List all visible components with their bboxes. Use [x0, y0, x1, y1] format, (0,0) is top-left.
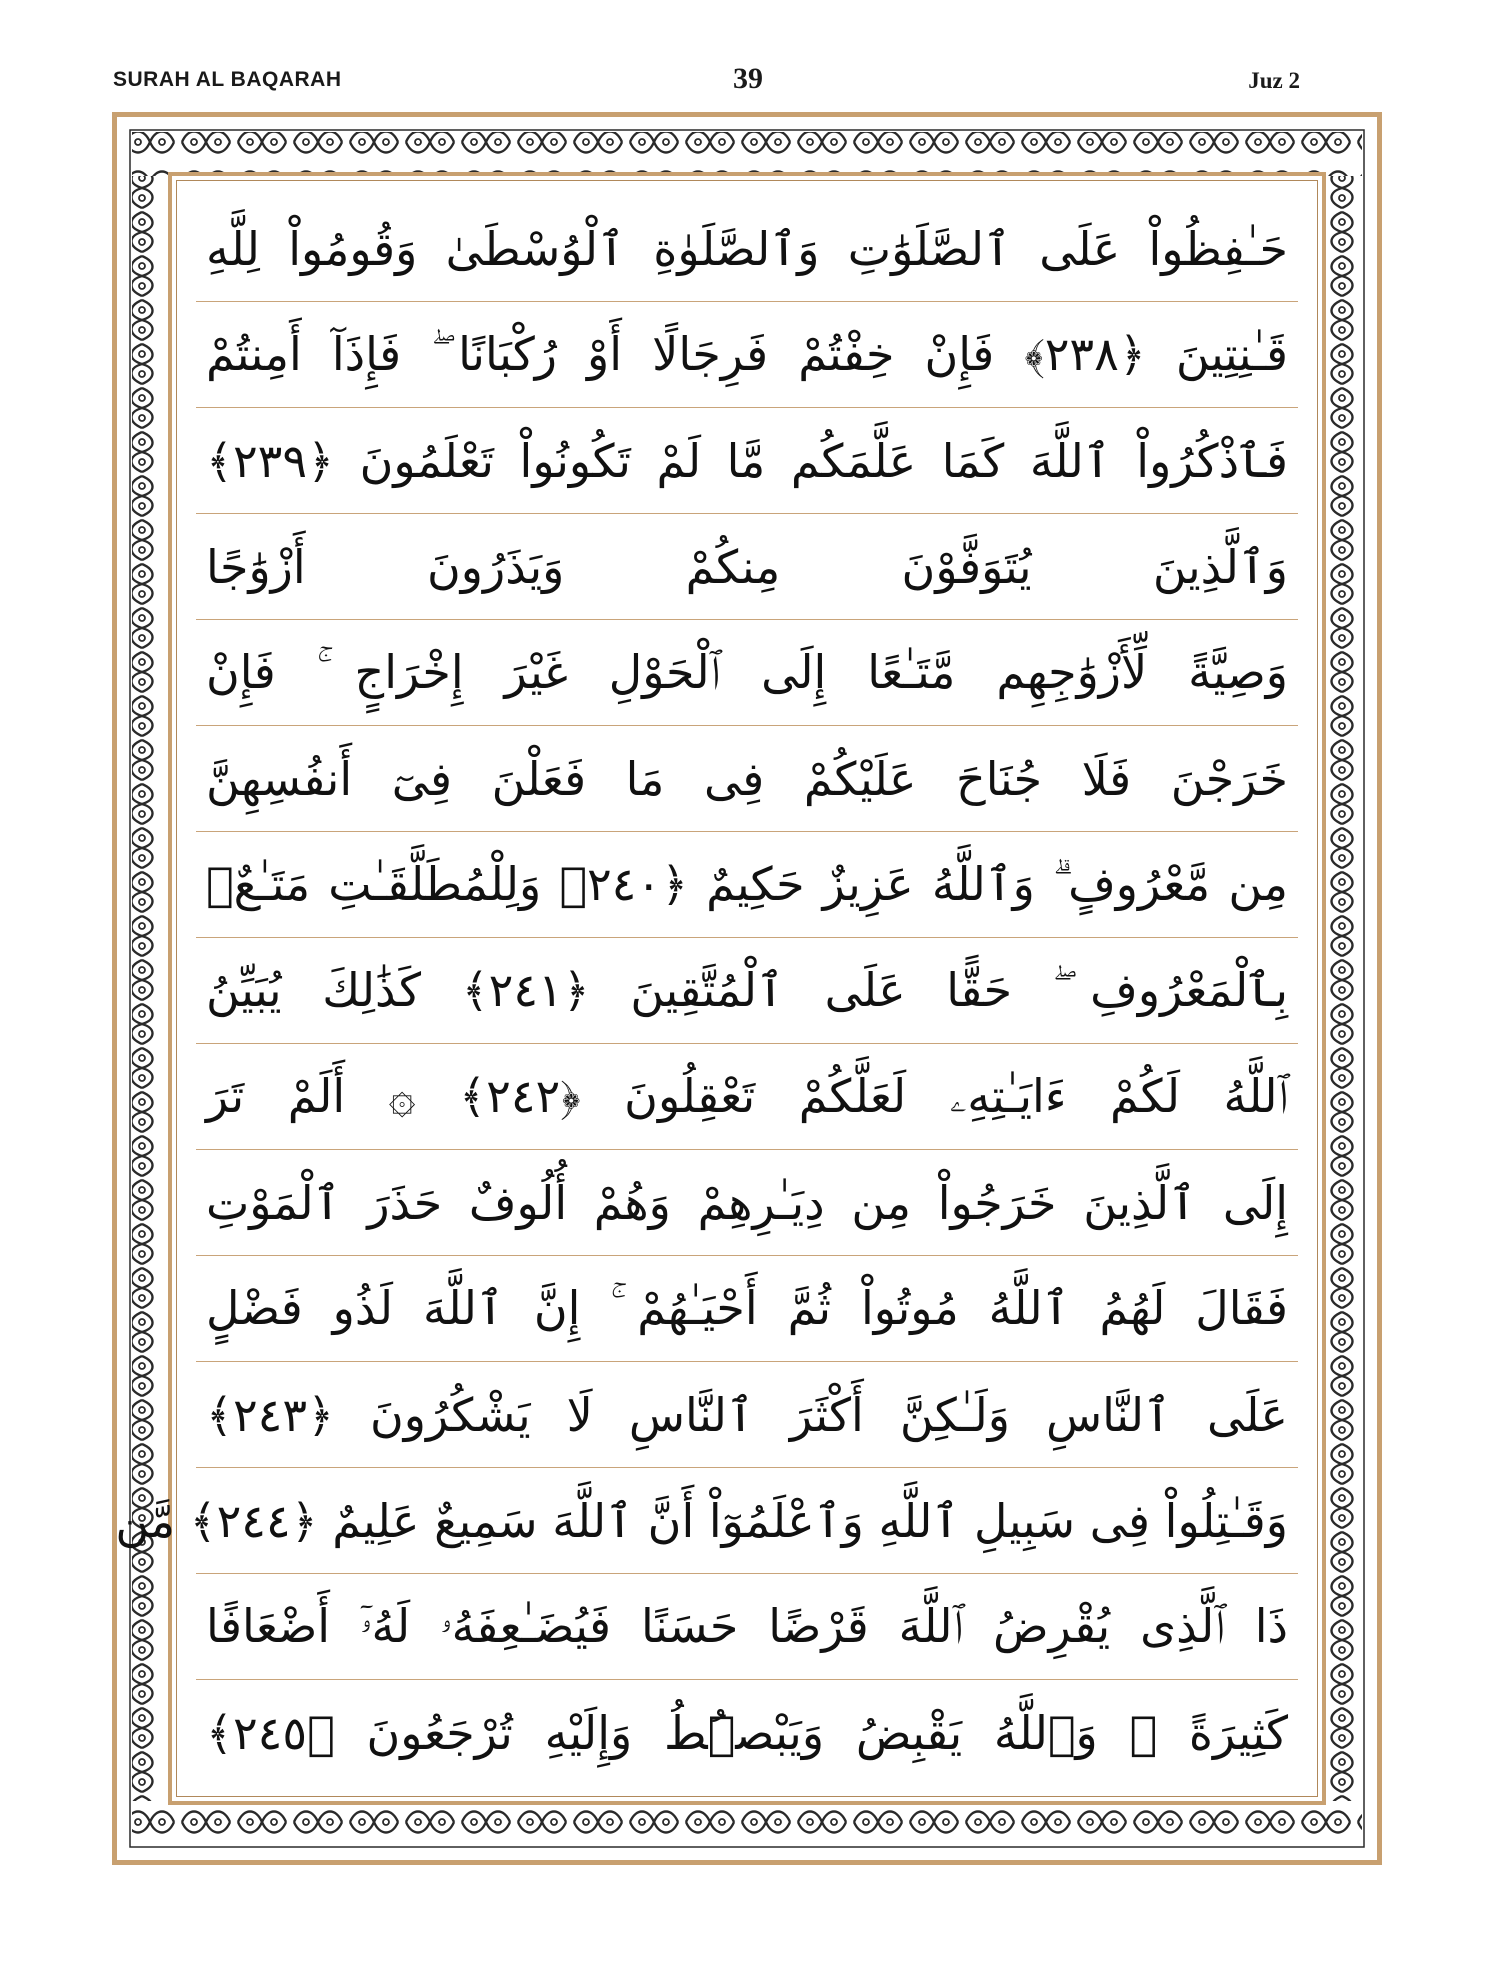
verse-line — [196, 832, 1298, 938]
verse-text: حَـٰفِظُواْ عَلَى ٱلصَّلَوَٰتِ وَٱلصَّلَوٰةِ ٱلْوُسْطَىٰ وَقُومُواْ لِلَّهِ — [206, 221, 1288, 276]
verse-line — [196, 1044, 1298, 1150]
verse-line — [196, 726, 1298, 832]
verse-line — [196, 514, 1298, 620]
verse-text: عَلَى ٱلنَّاسِ وَلَـٰكِنَّ أَكْثَرَ ٱلنَّاسِ لَا يَشْكُرُونَ ﴿٢٤٣﴾ — [206, 1387, 1288, 1442]
page-header — [0, 0, 1496, 110]
verse-line — [196, 1680, 1298, 1786]
verse-line — [196, 1256, 1298, 1362]
verse-line — [115, 1468, 1298, 1574]
verse-line — [196, 620, 1298, 726]
verse-line — [196, 1150, 1298, 1256]
verse-text: بِٱلْمَعْرُوفِ ۖ حَقًّا عَلَى ٱلْمُتَّقِينَ ﴿٢٤١﴾ كَذَٰلِكَ يُبَيِّنُ — [206, 962, 1289, 1017]
verse-text: فَٱذْكُرُواْ ٱللَّهَ كَمَا عَلَّمَكُم مَّا لَمْ تَكُونُواْ تَعْلَمُونَ ﴿٢٣٩﴾ — [206, 433, 1288, 488]
verse-text: ٱللَّهُ لَكُمْ ءَايَـٰتِهِۦ لَعَلَّكُمْ تَعْقِلُونَ ﴿٢٤٢﴾ ۞ أَلَمْ تَرَ — [206, 1068, 1288, 1123]
verse-text: فَقَالَ لَهُمُ ٱللَّهُ مُوتُواْ ثُمَّ أَحْيَـٰهُمْ ۚ إِنَّ ٱللَّهَ لَذُو فَضْلٍ — [206, 1280, 1288, 1335]
page-number: 39 — [733, 62, 763, 95]
verse-line — [196, 302, 1298, 408]
juz-label: Juz 2 — [1248, 68, 1300, 93]
verse-text: ذَا ٱلَّذِى يُقْرِضُ ٱللَّهَ قَرْضًا حَسَنًا فَيُضَـٰعِفَهُۥ لَهُۥٓ أَضْعَافًا — [206, 1598, 1288, 1653]
verse-text: مِن مَّعْرُوفٍ ۗ وَٱللَّهُ عَزِيزٌ حَكِيمٌ ﴿٢٤٠﴾ وَلِلْمُطَلَّقَـٰتِ مَتَـٰعٌۢ — [206, 856, 1288, 911]
verse-text: كَثِيرَةً ۚ وَٱللَّهُ يَقْبِضُ وَيَبْصُۜطُ وَإِلَيْهِ تُرْجَعُونَ ﴿٢٤٥﴾ — [206, 1706, 1288, 1760]
verse-text: وَٱلَّذِينَ يُتَوَفَّوْنَ مِنكُمْ وَيَذَرُونَ أَزْوَٰجًا — [206, 539, 1288, 594]
verse-text: خَرَجْنَ فَلَا جُنَاحَ عَلَيْكُمْ فِى مَا فَعَلْنَ فِىٓ أَنفُسِهِنَّ — [206, 751, 1288, 806]
verse-text: وَقَـٰتِلُواْ فِى سَبِيلِ ٱللَّهِ وَٱعْلَمُوٓاْ أَنَّ ٱللَّهَ سَمِيعٌ عَلِيمٌ ﴿٢٤٤﴾ مَّن — [115, 1493, 1288, 1548]
surah-title: SURAH AL BAQARAH — [113, 68, 342, 91]
verse-text: وَصِيَّةً لِّأَزْوَٰجِهِم مَّتَـٰعًا إِلَى ٱلْحَوْلِ غَيْرَ إِخْرَاجٍ ۚ فَإِنْ — [206, 644, 1288, 699]
verse-text: إِلَى ٱلَّذِينَ خَرَجُواْ مِن دِيَـٰرِهِمْ وَهُمْ أُلُوفٌ حَذَرَ ٱلْمَوْتِ — [206, 1175, 1288, 1230]
verse-line — [196, 1362, 1298, 1468]
verse-line — [196, 408, 1298, 514]
verse-line — [196, 196, 1298, 302]
verse-line — [196, 938, 1298, 1044]
verse-lines — [115, 196, 1298, 1786]
verse-text: قَـٰنِتِينَ ﴿٢٣٨﴾ فَإِنْ خِفْتُمْ فَرِجَالًا أَوْ رُكْبَانًا ۖ فَإِذَآ أَمِنتُمْ — [206, 326, 1288, 381]
verse-line — [196, 1574, 1298, 1680]
